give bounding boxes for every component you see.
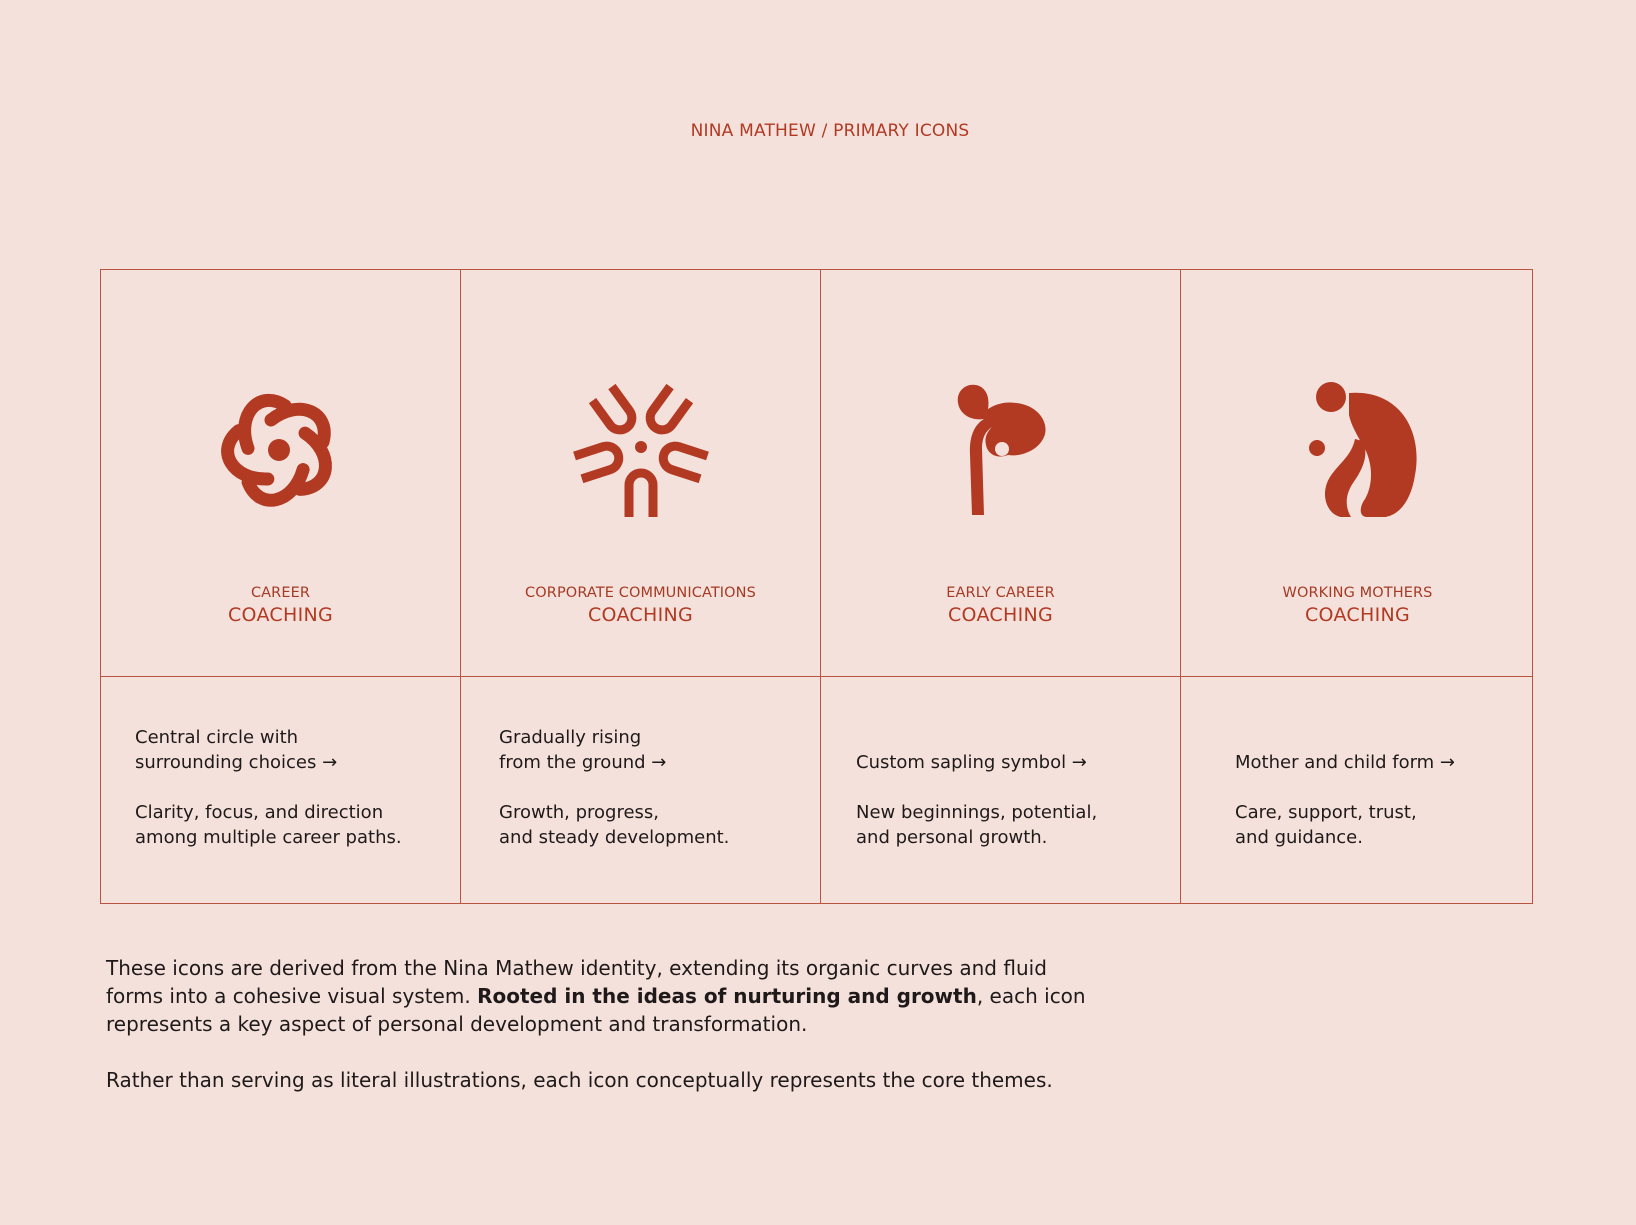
- mother-child-icon: [1281, 375, 1431, 525]
- category-label: CAREER: [250, 585, 311, 601]
- meaning-text: New beginnings, potential,: [856, 802, 1098, 823]
- icon-card-early-career: [821, 270, 1180, 676]
- category-title: COACHING: [227, 604, 334, 626]
- symbol-text: Gradually rising: [499, 727, 642, 748]
- icon-card-career: [101, 270, 460, 676]
- meaning-text: among multiple career paths.: [135, 827, 402, 848]
- intro-text: [106, 954, 1106, 1094]
- description-career: [101, 677, 460, 904]
- meaning-text: and guidance.: [1235, 827, 1363, 848]
- symbol-text: surrounding choices →: [135, 752, 338, 773]
- description-corporate: [461, 677, 820, 904]
- icon-grid: [100, 269, 1533, 904]
- radiating-arches-icon: [566, 375, 716, 525]
- meaning-text: Growth, progress,: [499, 802, 660, 823]
- category-title: COACHING: [947, 604, 1054, 626]
- description-early-career: [821, 677, 1180, 904]
- category-label: CORPORATE COMMUNICATIONS: [525, 585, 756, 601]
- intro-paragraph: These icons are derived from the Nina Mathew identity, extending its organic curves and fluid forms into a cohesive visual system. Rooted in the ideas of nurturing and growth, each icon represents a key aspect of personal development and transformation.: [106, 956, 1086, 1036]
- icon-card-working-mothers: [1181, 270, 1534, 676]
- symbol-text: Mother and child form →: [1235, 752, 1456, 773]
- meaning-text: Care, support, trust,: [1235, 802, 1417, 823]
- category-title: COACHING: [587, 604, 694, 626]
- category-label: EARLY CAREER: [946, 585, 1055, 601]
- symbol-text: Custom sapling symbol →: [856, 752, 1087, 773]
- interlocking-loops-icon: [204, 375, 354, 525]
- meaning-text: and personal growth.: [856, 827, 1048, 848]
- page-title: NINA MATHEW / PRIMARY ICONS: [690, 121, 970, 141]
- meaning-text: Clarity, focus, and direction: [135, 802, 384, 823]
- description-working-mothers: [1181, 677, 1534, 904]
- intro-paragraph: Rather than serving as literal illustrations, each icon conceptually represents the core themes.: [106, 1068, 1053, 1092]
- category-title: COACHING: [1304, 604, 1411, 626]
- sapling-icon: [916, 375, 1066, 525]
- symbol-text: Central circle with: [135, 727, 299, 748]
- icon-card-corporate: [461, 270, 820, 676]
- category-label: WORKING MOTHERS: [1282, 585, 1433, 601]
- symbol-text: from the ground →: [499, 752, 667, 773]
- meaning-text: and steady development.: [499, 827, 730, 848]
- intro-emphasis: Rooted in the ideas of nurturing and growth: [477, 984, 977, 1008]
